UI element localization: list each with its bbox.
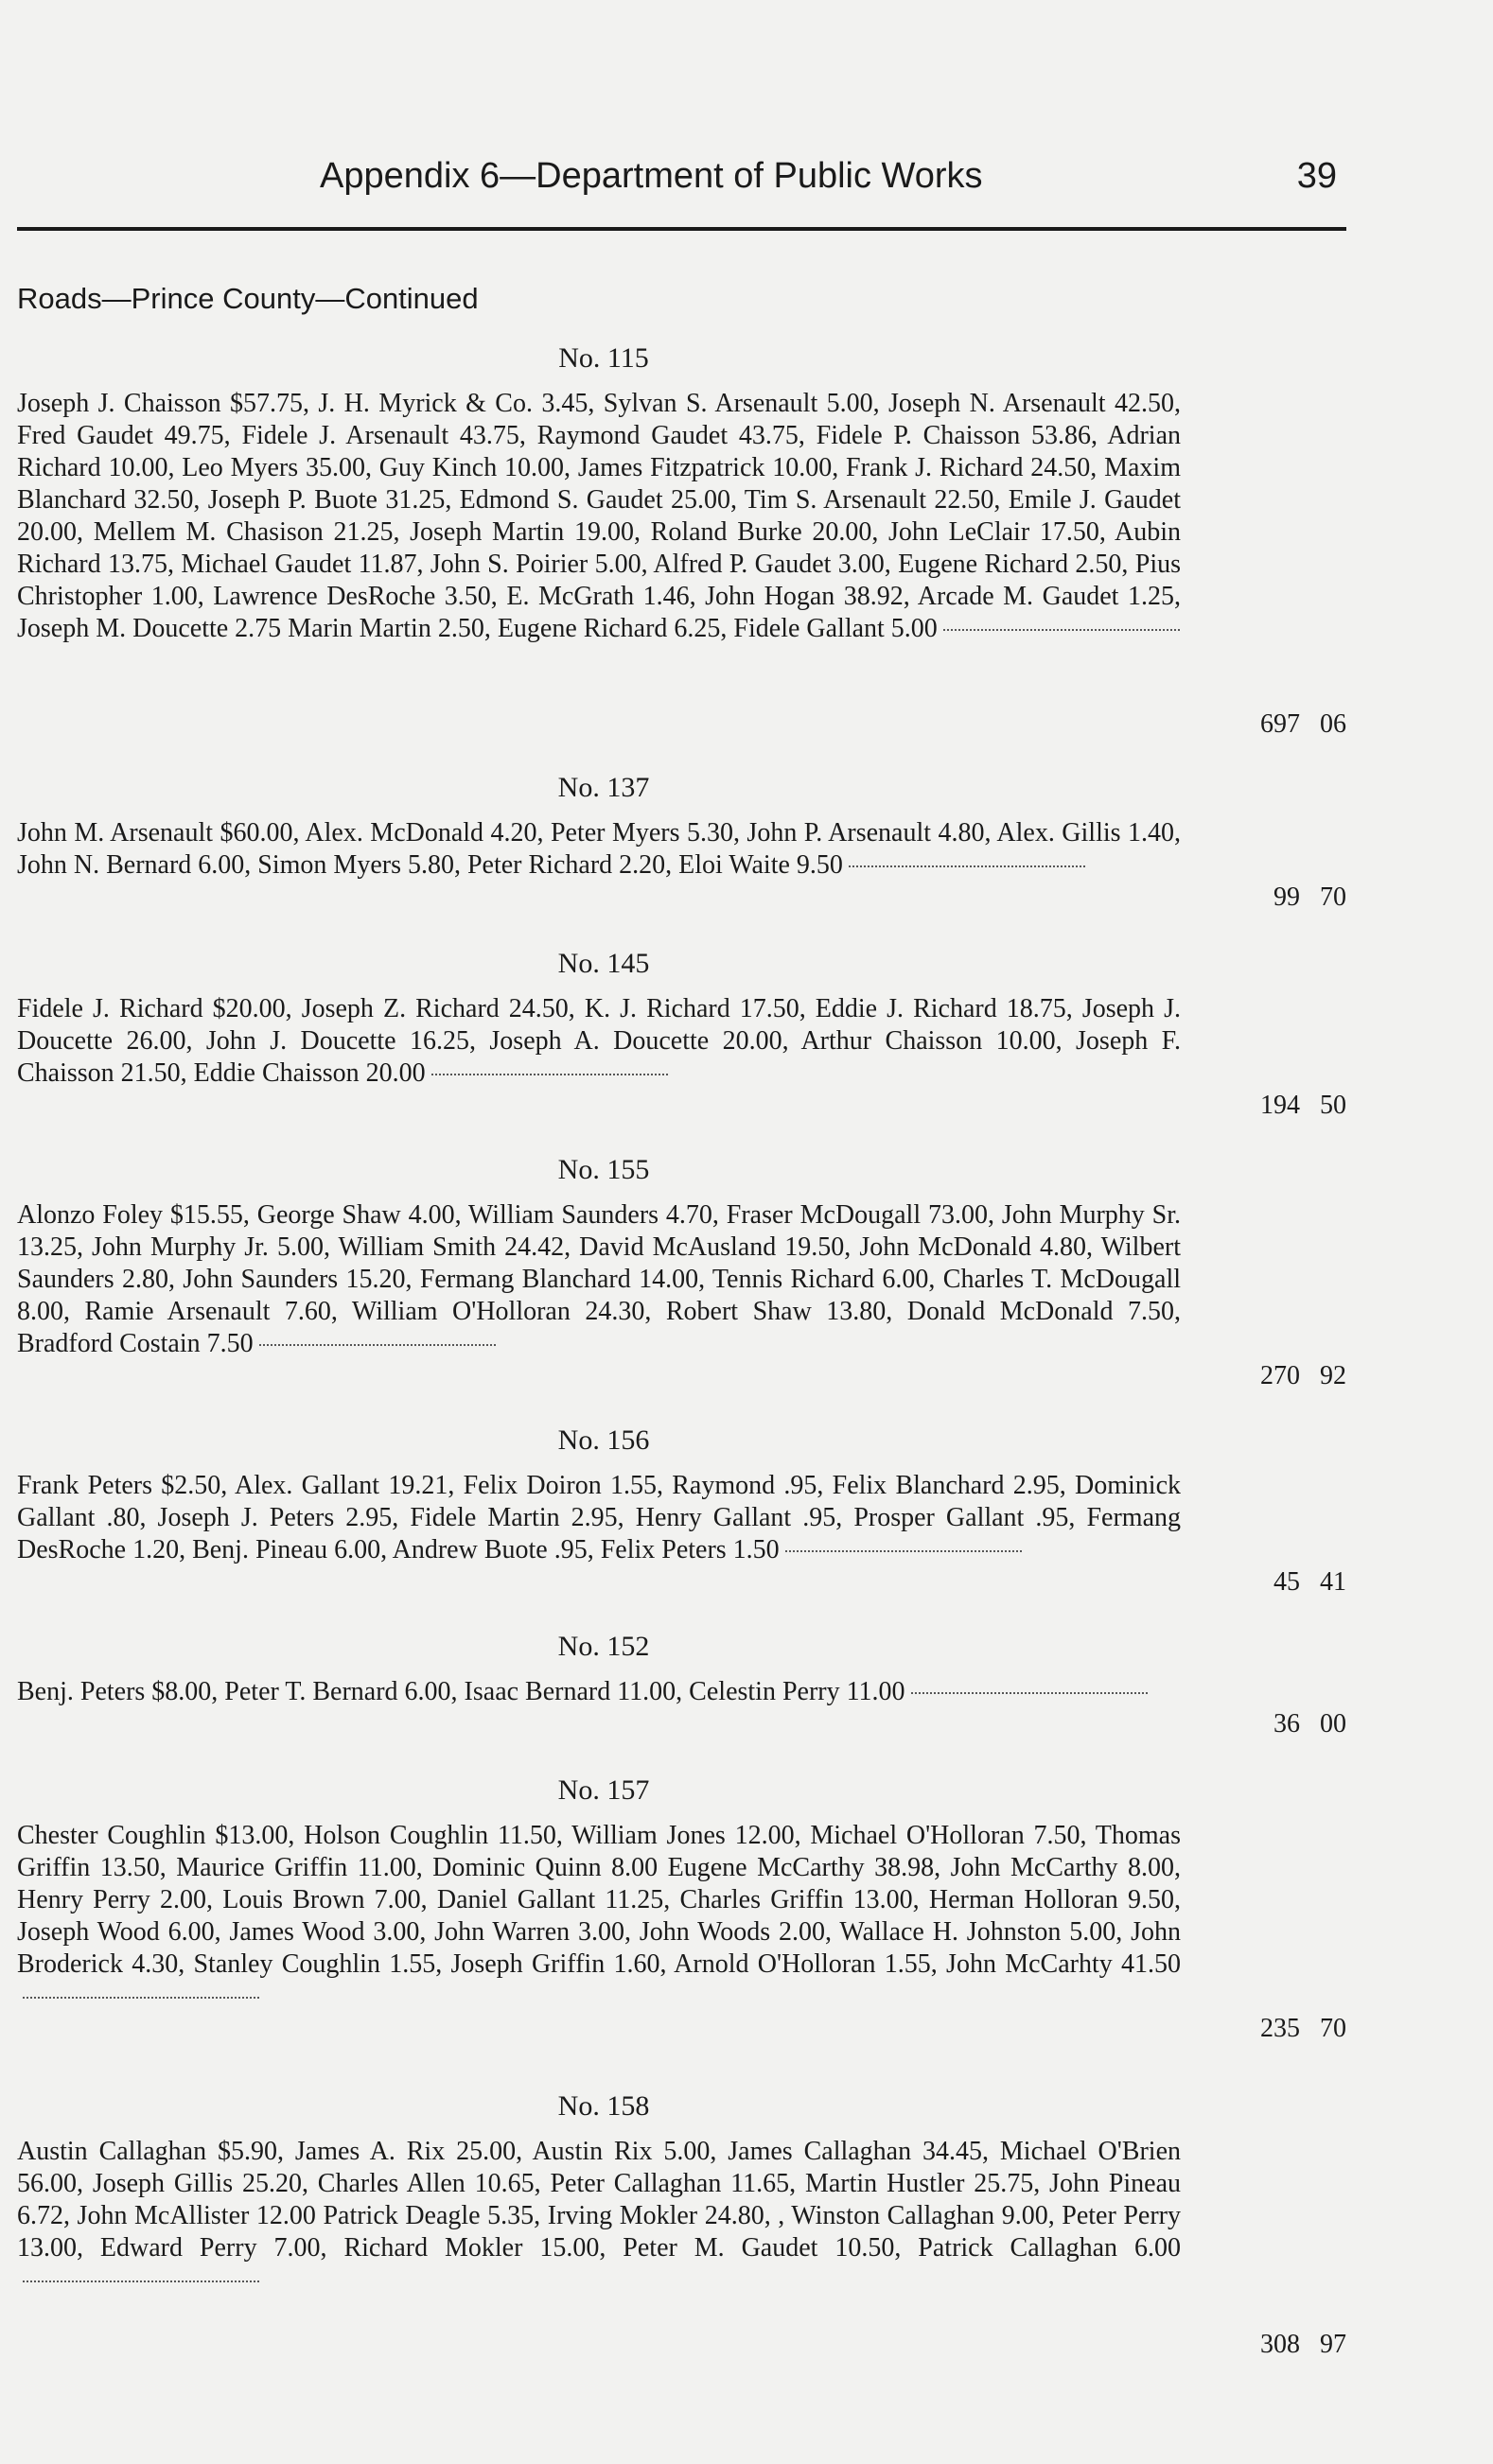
page-title: Appendix 6—Department of Public Works xyxy=(320,156,983,196)
dot-leader xyxy=(943,629,1180,631)
dot-leader xyxy=(849,865,1085,867)
entry-amount: 99 70 xyxy=(1273,882,1346,912)
header-rule xyxy=(17,227,1346,231)
entry-text: Fidele J. Richard $20.00, Joseph Z. Richard 24.50, K. J. Richard 17.50, Eddie J. Richard 18.75, Joseph J. Doucette 26.00, John J. Doucette 16.25, Joseph A. Doucette 20.00, Arthur Chaisson 10.00, Joseph F. Chaisson 21.50, Eddie Chaisson 20.00 xyxy=(17,994,1181,1088)
section-title: Roads—Prince County—Continued xyxy=(17,282,479,315)
dot-leader xyxy=(23,2281,259,2282)
entry-amount: 308 97 xyxy=(1260,2330,1346,2359)
entry-number: No. 158 xyxy=(557,2090,650,2122)
entry-number: No. 156 xyxy=(557,1424,650,1456)
entry-no-157 xyxy=(17,1774,1346,2043)
entry-no-145 xyxy=(17,948,1346,1120)
entry-number: No. 137 xyxy=(557,772,650,803)
entry-no-155 xyxy=(17,1154,1346,1390)
dot-leader xyxy=(259,1344,496,1346)
entry-text: John M. Arsenault $60.00, Alex. McDonald 4.20, Peter Myers 5.30, John P. Arsenault 4.80, Alex. Gillis 1.40, John N. Bernard 6.00, Simon Myers 5.80, Peter Richard 2.20, Eloi Waite 9.50 xyxy=(17,818,1181,880)
entry-number: No. 145 xyxy=(557,948,650,979)
entry-text: Chester Coughlin $13.00, Holson Coughlin 11.50, William Jones 12.00, Michael O'Holloran 7.50, Thomas Griffin 13.50, Maurice Griffin 11.00, Dominic Quinn 8.00 Eugene McCarthy 38.98, John McCarthy 8.00, Henry Perry 2.00, Louis Brown 7.00, Daniel Gallant 11.25, Charles Griffin 13.00, Herman Holloran 9.50, Joseph Wood 6.00, James Wood 3.00, John Warren 3.00, John Woods 2.00, Wallace H. Johnston 5.00, John Broderick 4.30, Stanley Coughlin 1.55, Joseph Griffin 1.60, Arnold O'Holloran 1.55, John McCarhty 41.50 xyxy=(17,1821,1181,1979)
dot-leader xyxy=(911,1692,1148,1694)
entry-text: Austin Callaghan $5.90, James A. Rix 25.00, Austin Rix 5.00, James Callaghan 34.45, Michael O'Brien 56.00, Joseph Gillis 25.20, Charles Allen 10.65, Peter Callaghan 11.65, Martin Hustler 25.75, John Pineau 6.72, John McAllister 12.00 Patrick Deagle 5.35, Irving Mokler 24.80, , Winston Callaghan 9.00, Peter Perry 13.00, Edward Perry 7.00, Richard Mokler 15.00, Peter M. Gaudet 10.50, Patrick Callaghan 6.00 xyxy=(17,2137,1181,2263)
entry-amount: 45 41 xyxy=(1273,1567,1346,1597)
entry-amount: 270 92 xyxy=(1260,1361,1346,1390)
entry-text: Joseph J. Chaisson $57.75, J. H. Myrick & Co. 3.45, Sylvan S. Arsenault 5.00, Joseph N. Arsenault 42.50, Fred Gaudet 49.75, Fidele J. Arsenault 43.75, Raymond Gaudet 43.75, Fidele P. Chaisson 53.86, Adrian Richard 10.00, Leo Myers 35.00, Guy Kinch 10.00, James Fitzpatrick 10.00, Frank J. Richard 24.50, Maxim Blanchard 32.50, Joseph P. Buote 31.25, Edmond S. Gaudet 25.00, Tim S. Arsenault 22.50, Emile J. Gaudet 20.00, Mellem M. Chasison 21.25, Joseph Martin 19.00, Roland Burke 20.00, John LeClair 17.50, Aubin Richard 13.75, Michael Gaudet 11.87, John S. Poirier 5.00, Alfred P. Gaudet 3.00, Eugene Richard 2.50, Pius Christopher 1.00, Lawrence DesRoche 3.50, E. McGrath 1.46, John Hogan 38.92, Arcade M. Gaudet 1.25, Joseph M. Doucette 2.75 Marin Martin 2.50, Eugene Richard 6.25, Fidele Gallant 5.00 xyxy=(17,389,1181,643)
dot-leader xyxy=(785,1550,1022,1552)
entry-text: Benj. Peters $8.00, Peter T. Bernard 6.00, Isaac Bernard 11.00, Celestin Perry 11.00 xyxy=(17,1677,905,1706)
running-head xyxy=(17,156,1337,213)
dot-leader xyxy=(23,1997,259,1999)
entry-no-158 xyxy=(17,2090,1346,2359)
entry-number: No. 115 xyxy=(558,342,649,374)
entry-number: No. 152 xyxy=(557,1631,650,1662)
entry-no-152 xyxy=(17,1631,1346,1739)
entry-no-156 xyxy=(17,1424,1346,1597)
entry-amount: 194 50 xyxy=(1260,1091,1346,1120)
entry-number: No. 155 xyxy=(557,1154,650,1185)
entry-amount: 235 70 xyxy=(1260,2014,1346,2043)
entry-text: Alonzo Foley $15.55, George Shaw 4.00, William Saunders 4.70, Fraser McDougall 73.00, John Murphy Sr. 13.25, John Murphy Jr. 5.00, William Smith 24.42, David McAusland 19.50, John McDonald 4.80, Wilbert Saunders 2.80, John Saunders 15.20, Fermang Blanchard 14.00, Tennis Richard 6.00, Charles T. McDougall 8.00, Ramie Arsenault 7.60, William O'Holloran 24.30, Robert Shaw 13.80, Donald McDonald 7.50, Bradford Costain 7.50 xyxy=(17,1200,1181,1358)
dot-leader xyxy=(431,1074,668,1075)
entry-amount: 697 06 xyxy=(1260,709,1346,739)
page-number: 39 xyxy=(1296,156,1337,196)
entry-number: No. 157 xyxy=(557,1774,650,1806)
entry-text: Frank Peters $2.50, Alex. Gallant 19.21, Felix Doiron 1.55, Raymond .95, Felix Blanchard 2.95, Dominick Gallant .80, Joseph J. Peters 2.95, Fidele Martin 2.95, Henry Gallant .95, Prosper Gallant .95, Fermang DesRoche 1.20, Benj. Pineau 6.00, Andrew Buote .95, Felix Peters 1.50 xyxy=(17,1471,1181,1564)
entry-no-115 xyxy=(17,342,1346,739)
entry-no-137 xyxy=(17,772,1346,912)
entry-amount: 36 00 xyxy=(1273,1709,1346,1739)
